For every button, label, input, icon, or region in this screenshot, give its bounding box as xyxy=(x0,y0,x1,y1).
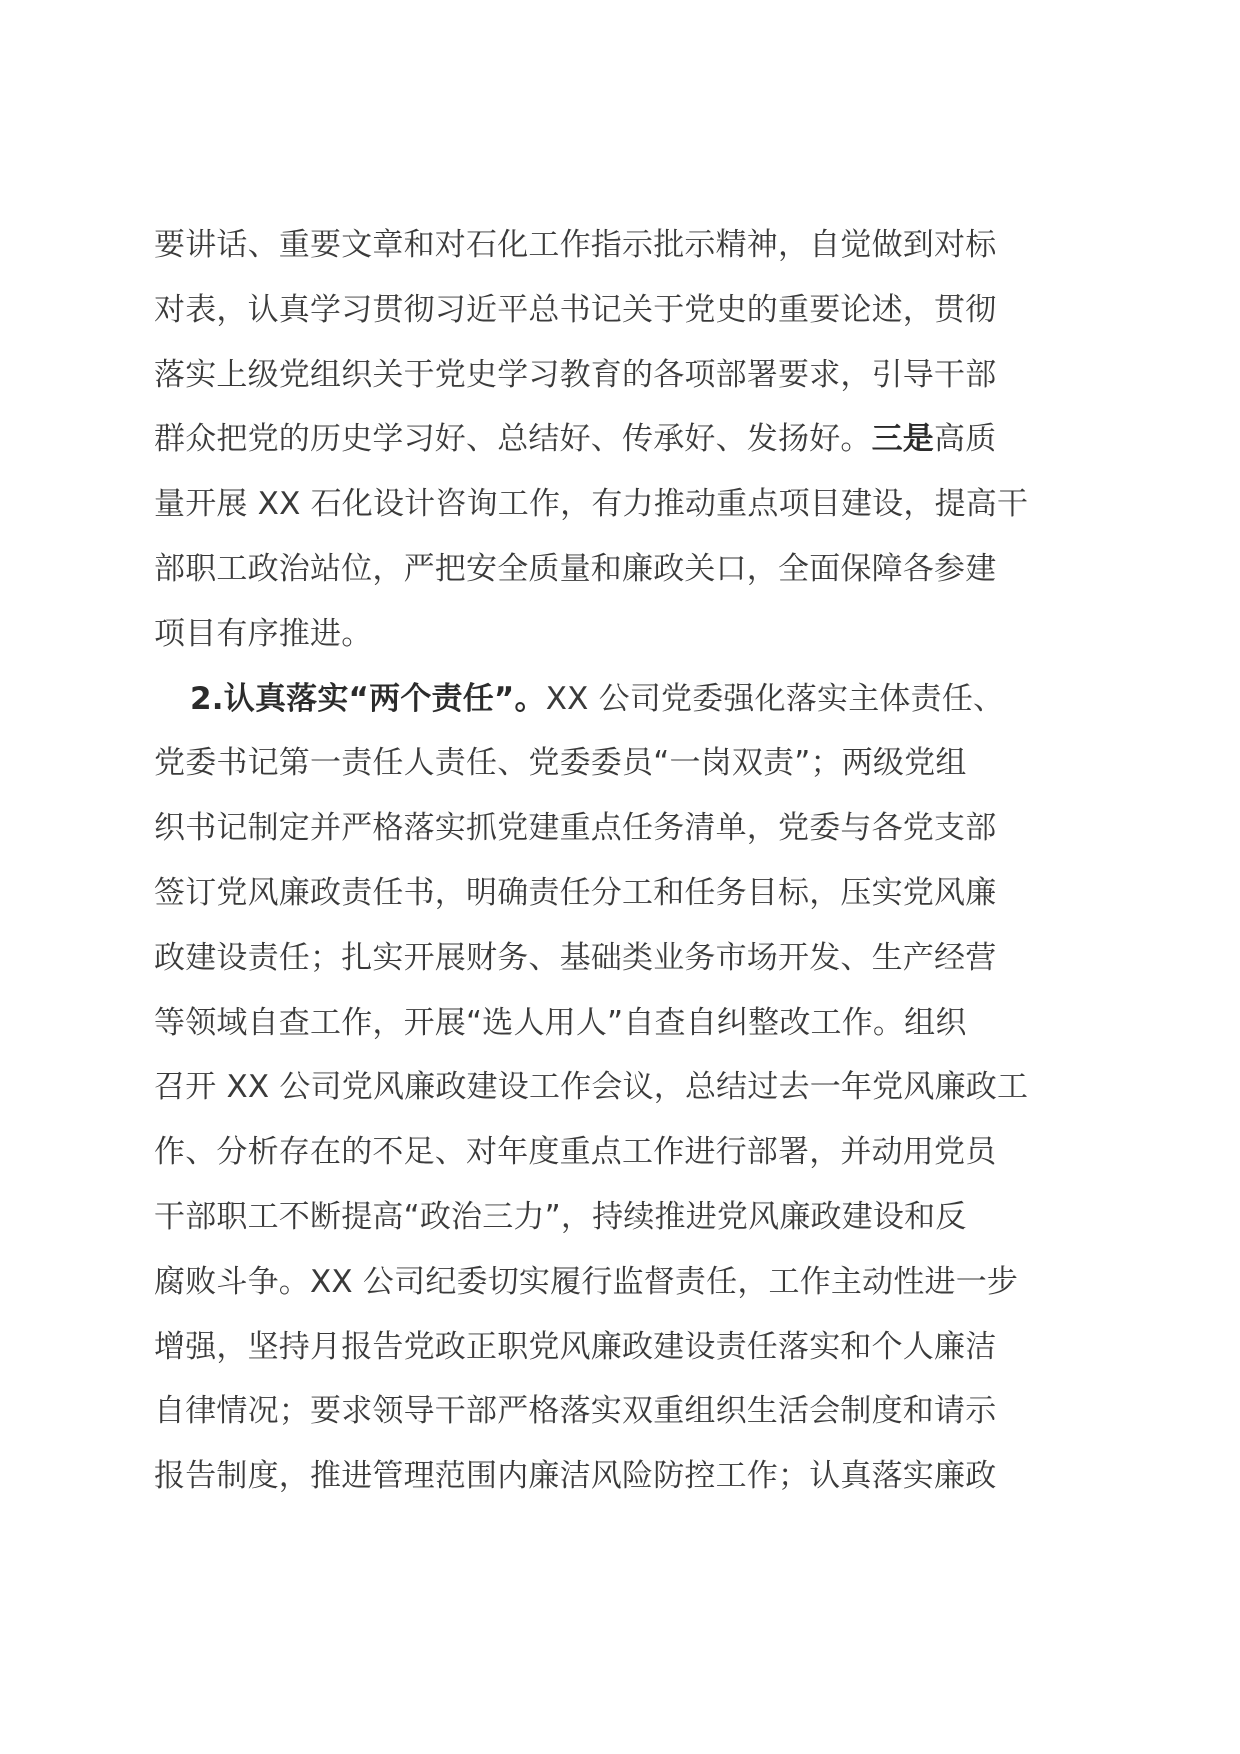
section-heading: 2.认真落实“两个责任”。 xyxy=(190,680,546,717)
text-segment: 落实上级党组织关于党史学习教育的各项部署要求，引导干部 xyxy=(154,356,997,393)
text-line xyxy=(154,537,1089,602)
section-heading-line xyxy=(154,667,1089,732)
text-segment: 政建设责任；扎实开展财务、基础类业务市场开发、生产经营 xyxy=(154,939,997,976)
text-segment: 作、分析存在的不足、对年度重点工作进行部署，并动用党员 xyxy=(154,1134,997,1171)
text-segment: 干部职工不断提高“政治三力”，持续推进党风廉政建设和反 xyxy=(154,1198,967,1235)
text-line xyxy=(154,991,1089,1056)
text-line xyxy=(154,278,1089,343)
text-segment: XX 公司党委强化落实主体责任、 xyxy=(545,680,1005,717)
text-line xyxy=(154,1444,1089,1509)
text-segment: 高质 xyxy=(934,421,997,458)
text-line xyxy=(154,1250,1089,1315)
text-segment: 部职工政治站位，严把安全质量和廉政关口，全面保障各参建 xyxy=(154,550,997,587)
text-segment: 召开 XX 公司党风廉政建设工作会议，总结过去一年党风廉政工 xyxy=(154,1069,1029,1106)
text-segment: 织书记制定并严格落实抓党建重点任务清单，党委与各党支部 xyxy=(154,810,997,847)
text-segment: 腐败斗争。XX 公司纪委切实履行监督责任，工作主动性进一步 xyxy=(154,1263,1019,1300)
text-segment: 要讲话、重要文章和对石化工作指示批示精神，自觉做到对标 xyxy=(154,227,997,263)
text-line xyxy=(154,213,1089,278)
text-segment: 党委书记第一责任人责任、党委委员“一岗双责”；两级党组 xyxy=(154,745,967,782)
text-segment: 项目有序推进。 xyxy=(154,615,373,652)
text-segment: 量开展 XX 石化设计咨询工作，有力推动重点项目建设，提高干 xyxy=(154,486,1029,523)
text-line xyxy=(154,1120,1089,1185)
bold-keyword: 三是 xyxy=(871,421,935,458)
text-segment: 签订党风廉政责任书，明确责任分工和任务目标，压实党风廉 xyxy=(154,874,997,911)
text-line xyxy=(154,1379,1089,1444)
text-segment: 自律情况；要求领导干部严格落实双重组织生活会制度和请示 xyxy=(154,1393,997,1430)
body-text xyxy=(154,213,1089,1509)
text-line xyxy=(154,472,1089,537)
text-segment: 报告制度，推进管理范围内廉洁风险防控工作；认真落实廉政 xyxy=(154,1458,997,1495)
text-line xyxy=(154,343,1089,408)
text-line xyxy=(154,796,1089,861)
text-line xyxy=(154,602,1089,667)
text-line xyxy=(154,926,1089,991)
text-line xyxy=(154,731,1089,796)
text-segment: 对表，认真学习贯彻习近平总书记关于党史的重要论述，贯彻 xyxy=(154,291,997,328)
text-line xyxy=(154,1315,1089,1380)
text-segment: 等领域自查工作，开展“选人用人”自查自纠整改工作。组织 xyxy=(154,1004,967,1041)
text-line xyxy=(154,407,1089,472)
text-segment: 群众把党的历史学习好、总结好、传承好、发扬好。 xyxy=(154,421,872,458)
text-segment: 增强，坚持月报告党政正职党风廉政建设责任落实和个人廉洁 xyxy=(154,1328,997,1365)
text-line xyxy=(154,861,1089,926)
text-line xyxy=(154,1055,1089,1120)
text-line xyxy=(154,1185,1089,1250)
